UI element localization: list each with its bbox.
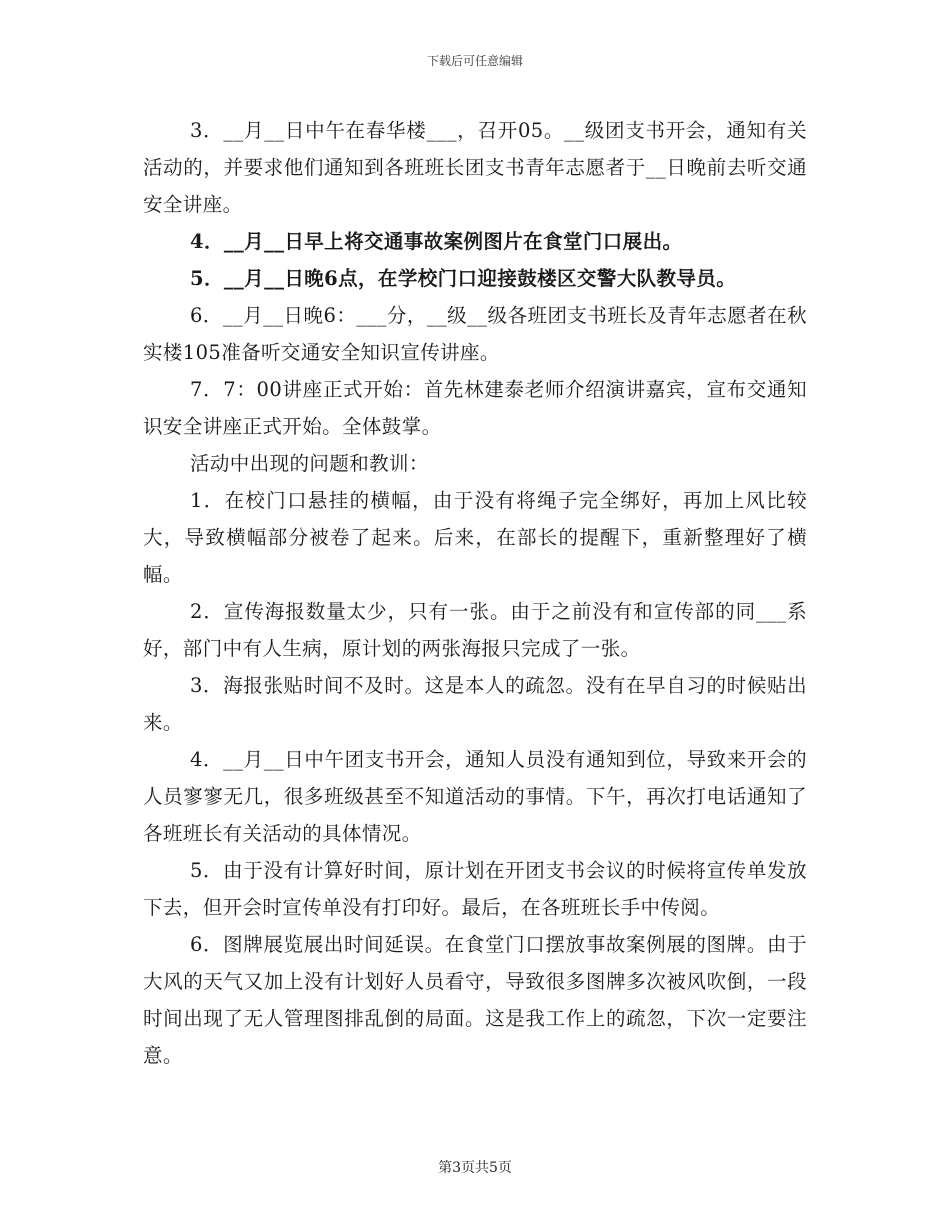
paragraph-item-4: 4．__月__日早上将交通事故案例图片在食堂门口展出。 [190, 230, 683, 253]
problem-item-6: 6．图牌展览展出时间延误。在食堂门口摆放事故案例展的图牌。由于大风的天气又加上没有计划好人员看守，导致很多图牌多次被风吹倒，一段时间出现了无人管理图排乱倒的局面。这是我工作上的疏忽，下次一定要注意。 [143, 933, 807, 1067]
problem-item-1: 1．在校门口悬挂的横幅，由于没有将绳子完全绑好，再加上风比较大，导致横幅部分被卷了起来。后来，在部长的提醒下，重新整理好了横幅。 [143, 489, 807, 586]
problem-item-5: 5．由于没有计算好时间，原计划在开团支书会议的时候将宣传单发放下去，但开会时宣传单没有打印好。最后，在各班班长手中传阅。 [143, 859, 807, 919]
section-heading-problems: 活动中出现的问题和教训： [190, 452, 429, 475]
problem-item-2: 2．宣传海报数量太少，只有一张。由于之前没有和宣传部的同___系好，部门中有人生病，原计划的两张海报只完成了一张。 [143, 600, 807, 660]
paragraph-item-5: 5．__月__日晚6点，在学校门口迎接鼓楼区交警大队教导员。 [190, 267, 737, 290]
paragraph-item-6: 6．__月__日晚6：___分，__级__级各班团支书班长及青年志愿者在秋实楼105准备听交通安全知识宣传讲座。 [143, 304, 807, 364]
problem-item-3: 3．海报张贴时间不及时。这是本人的疏忽。没有在早自习的时候贴出来。 [143, 674, 807, 734]
problem-item-4: 4．__月__日中午团支书开会，通知人员没有通知到位，导致来开会的人员寥寥无几，很多班级甚至不知道活动的事情。下午，再次打电话通知了各班班长有关活动的具体情况。 [143, 748, 807, 845]
page-number: 第3页共5页 [438, 1160, 512, 1176]
paragraph-item-7: 7．7：00讲座正式开始：首先林建泰老师介绍演讲嘉宾，宣布交通知识安全讲座正式开始。全体鼓掌。 [143, 378, 807, 438]
document-body [143, 112, 807, 1074]
page-header: 下载后可任意编辑 [426, 54, 523, 68]
paragraph-item-3: 3．__月__日中午在春华楼___，召开05。__级团支书开会，通知有关活动的，并要求他们通知到各班班长团支书青年志愿者于__日晚前去听交通安全讲座。 [143, 119, 807, 216]
